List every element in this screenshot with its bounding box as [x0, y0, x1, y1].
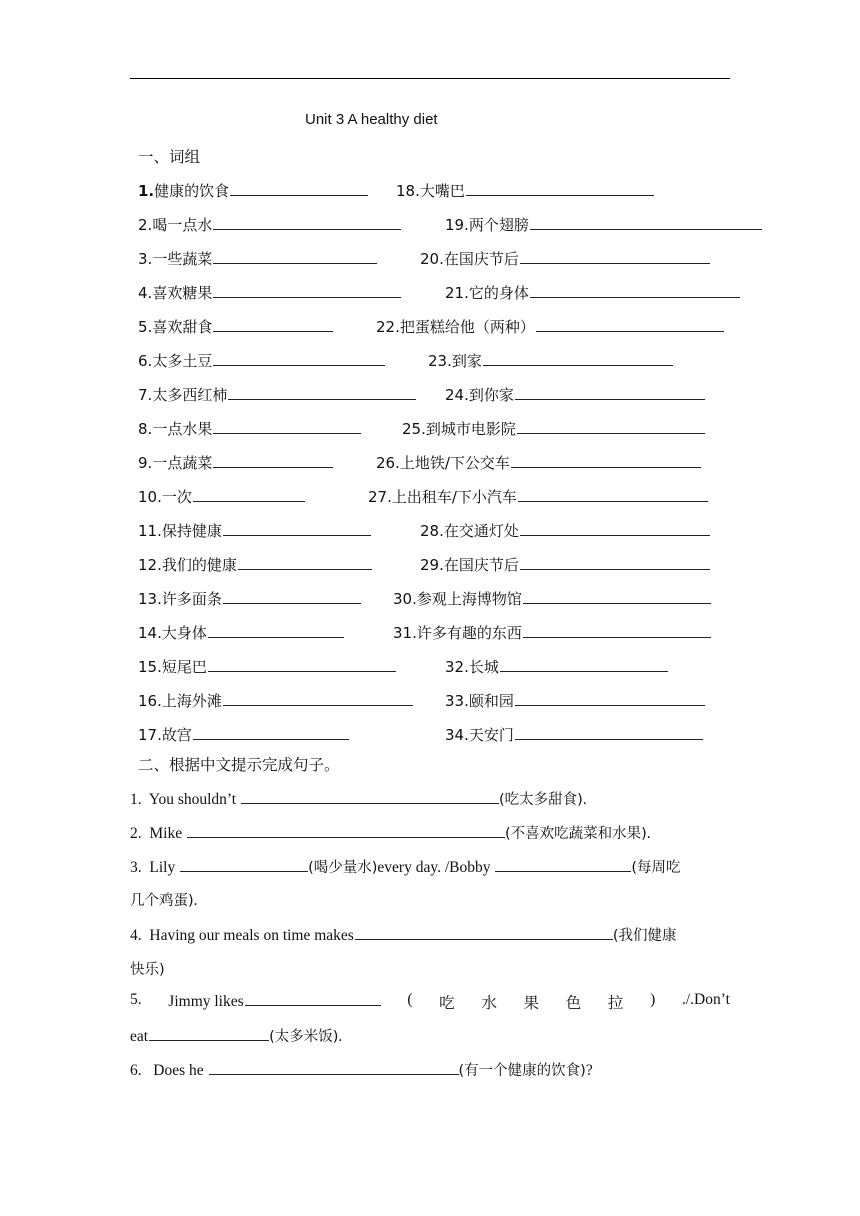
- sentence-end: .: [582, 791, 587, 808]
- phrase-item: [445, 384, 705, 405]
- answer-blank[interactable]: [238, 555, 372, 570]
- phrase-number: 11.: [138, 522, 162, 540]
- answer-blank[interactable]: [208, 657, 396, 672]
- phrase-item: [138, 384, 416, 405]
- sentence-number: 3.: [130, 859, 142, 876]
- phrase-item: [445, 690, 705, 711]
- phrase-text: 颐和园: [468, 692, 514, 710]
- answer-blank[interactable]: [193, 725, 349, 740]
- phrase-number: 1.: [138, 182, 155, 200]
- answer-blank[interactable]: [355, 925, 613, 940]
- sentence-text: Having our meals on time makes: [149, 927, 354, 944]
- phrase-item: [402, 418, 705, 439]
- answer-blank[interactable]: [515, 725, 703, 740]
- phrase-text: 保持健康: [161, 522, 222, 540]
- phrase-number: 19.: [445, 216, 469, 234]
- phrase-number: 10.: [138, 488, 162, 506]
- sentence-3: [130, 856, 681, 877]
- phrase-item: [138, 214, 401, 235]
- answer-blank[interactable]: [230, 181, 368, 196]
- phrase-text: 一点蔬菜: [152, 454, 213, 472]
- phrase-number: 26.: [376, 454, 400, 472]
- answer-blank[interactable]: [245, 991, 381, 1006]
- phrase-number: 25.: [402, 420, 426, 438]
- phrase-number: 20.: [420, 250, 444, 268]
- phrase-item: [138, 452, 333, 473]
- phrase-text: 参观上海博物馆: [416, 590, 522, 608]
- answer-blank[interactable]: [518, 487, 708, 502]
- phrase-item: [445, 282, 740, 303]
- sentence-text: every day. /Bobby: [377, 859, 491, 876]
- chinese-hint: 快乐): [130, 962, 165, 978]
- phrase-item: [138, 350, 385, 371]
- chinese-hint-char: 果: [523, 995, 540, 1012]
- header-rule: [130, 78, 730, 79]
- phrase-text: 上出租车/下小汽车: [391, 488, 517, 506]
- section-2-heading: 二、根据中文提示完成句子。: [138, 756, 340, 774]
- phrase-number: 32.: [445, 658, 469, 676]
- phrase-text: 一些蔬菜: [152, 250, 213, 268]
- phrase-number: 21.: [445, 284, 469, 302]
- sentence-text: Jimmy likes: [168, 993, 244, 1010]
- phrase-item: [376, 316, 724, 337]
- answer-blank[interactable]: [536, 317, 724, 332]
- sentence-end: .: [646, 825, 651, 842]
- answer-blank[interactable]: [515, 691, 705, 706]
- phrase-text: 一次: [161, 488, 192, 506]
- answer-blank[interactable]: [213, 351, 385, 366]
- phrase-text: 故宫: [161, 726, 192, 744]
- phrase-text: 喜欢糖果: [152, 284, 213, 302]
- phrase-text: 上地铁/下公交车: [399, 454, 510, 472]
- sentence-1: [130, 788, 587, 809]
- phrase-item: [138, 554, 372, 575]
- answer-blank[interactable]: [530, 283, 740, 298]
- sentence-number: 6.: [130, 1062, 142, 1079]
- phrase-text: 我们的健康: [161, 556, 237, 574]
- phrase-number: 29.: [420, 556, 444, 574]
- section-1-heading: 一、词组: [138, 148, 201, 166]
- sentence-text: eat: [130, 1028, 149, 1045]
- answer-blank[interactable]: [213, 249, 377, 264]
- answer-blank[interactable]: [523, 589, 711, 604]
- phrase-number: 24.: [445, 386, 469, 404]
- phrase-text: 太多西红柿: [152, 386, 228, 404]
- phrase-item: [368, 486, 708, 507]
- answer-blank[interactable]: [500, 657, 668, 672]
- phrase-item: [138, 690, 413, 711]
- answer-blank[interactable]: [208, 623, 344, 638]
- phrase-text: 喝一点水: [152, 216, 213, 234]
- phrase-number: 34.: [445, 726, 469, 744]
- phrase-number: 15.: [138, 658, 162, 676]
- phrase-number: 13.: [138, 590, 162, 608]
- sentence-5: [130, 991, 730, 1013]
- phrase-item: [138, 588, 361, 609]
- chinese-hint: (不喜欢吃蔬菜和水果): [504, 826, 647, 842]
- page-title: Unit 3 A healthy diet: [305, 111, 438, 128]
- phrase-item: [138, 180, 368, 201]
- sentence-text: Lily: [149, 859, 176, 876]
- answer-blank[interactable]: [495, 857, 631, 872]
- phrase-number: 7.: [138, 386, 153, 404]
- phrase-item: [393, 588, 711, 609]
- phrase-item: [420, 248, 710, 269]
- phrase-text: 两个翅膀: [468, 216, 529, 234]
- phrase-number: 3.: [138, 250, 153, 268]
- phrase-text: 太多土豆: [152, 352, 213, 370]
- phrase-item: [138, 418, 361, 439]
- phrase-number: 6.: [138, 352, 153, 370]
- sentence-end: .: [338, 1028, 343, 1045]
- phrase-item: [138, 316, 333, 337]
- phrase-number: 31.: [393, 624, 417, 642]
- phrase-number: 4.: [138, 284, 153, 302]
- chinese-hint-char: 吃: [439, 995, 455, 1012]
- phrase-text: 把蛋糕给他（两种）: [399, 318, 535, 336]
- sentence-5-cont: [130, 1025, 342, 1046]
- phrase-text: 在交通灯处: [443, 522, 519, 540]
- phrase-number: 2.: [138, 216, 153, 234]
- phrase-item: [445, 724, 703, 745]
- phrase-item: [445, 656, 668, 677]
- sentence-2: [130, 822, 651, 843]
- answer-blank[interactable]: [523, 623, 711, 638]
- sentence-6: [130, 1059, 593, 1080]
- phrase-text: 短尾巴: [161, 658, 207, 676]
- answer-blank[interactable]: [213, 317, 333, 332]
- phrase-text: 许多面条: [161, 590, 222, 608]
- phrase-number: 14.: [138, 624, 162, 642]
- answer-blank[interactable]: [223, 691, 413, 706]
- phrase-number: 28.: [420, 522, 444, 540]
- phrase-number: 8.: [138, 420, 153, 438]
- sentence-number: 5.: [130, 991, 142, 1008]
- phrase-number: 5.: [138, 318, 153, 336]
- phrase-item: [138, 486, 305, 507]
- sentence-text: Does he: [153, 1062, 204, 1079]
- chinese-hint-char: 色: [565, 995, 582, 1012]
- phrase-text: 到你家: [468, 386, 514, 404]
- answer-blank[interactable]: [466, 181, 654, 196]
- answer-blank[interactable]: [228, 385, 416, 400]
- chinese-hint: (吃太多甜食): [498, 792, 583, 808]
- phrase-item: [396, 180, 654, 201]
- phrase-text: 长城: [468, 658, 499, 676]
- sentence-end: ?: [585, 1062, 593, 1079]
- phrase-text: 许多有趣的东西: [416, 624, 522, 642]
- phrase-text: 它的身体: [468, 284, 529, 302]
- phrase-number: 9.: [138, 454, 153, 472]
- phrase-text: 一点水果: [152, 420, 213, 438]
- answer-blank[interactable]: [213, 283, 401, 298]
- phrase-item: [420, 520, 710, 541]
- answer-blank[interactable]: [511, 453, 701, 468]
- answer-blank[interactable]: [483, 351, 673, 366]
- chinese-hint: (每周吃: [631, 860, 681, 876]
- answer-blank[interactable]: [223, 521, 371, 536]
- answer-blank[interactable]: [223, 589, 361, 604]
- phrase-item: [138, 622, 344, 643]
- phrase-item: [138, 248, 377, 269]
- sentence-4-cont: [130, 958, 165, 979]
- sentence-text: Mike: [149, 825, 183, 842]
- sentence-number: 1.: [130, 791, 142, 808]
- answer-blank[interactable]: [193, 487, 305, 502]
- phrase-item: [138, 282, 401, 303]
- answer-blank[interactable]: [520, 249, 710, 264]
- sentence-4: [130, 924, 677, 945]
- phrase-item: [393, 622, 711, 643]
- phrase-number: 18.: [396, 182, 420, 200]
- phrase-item: [428, 350, 673, 371]
- sentence-text: You shouldn’t: [148, 791, 237, 808]
- chinese-hint: (太多米饭): [269, 1029, 339, 1045]
- answer-blank[interactable]: [213, 419, 361, 434]
- phrase-number: 12.: [138, 556, 162, 574]
- phrase-item: [376, 452, 701, 473]
- phrase-number: 17.: [138, 726, 162, 744]
- chinese-hint-char: 水: [481, 995, 497, 1012]
- phrase-text: 到城市电影院: [425, 420, 516, 438]
- answer-blank[interactable]: [241, 789, 499, 804]
- phrase-text: 在国庆节后: [443, 556, 519, 574]
- chinese-hint: (我们健康: [612, 928, 677, 944]
- phrase-number: 30.: [393, 590, 417, 608]
- phrase-number: 27.: [368, 488, 392, 506]
- phrase-text: 喜欢甜食: [152, 318, 213, 336]
- sentence-number: 2.: [130, 825, 142, 842]
- phrase-number: 23.: [428, 352, 452, 370]
- answer-blank[interactable]: [149, 1026, 269, 1041]
- sentence-text: ./.Don’t: [681, 991, 730, 1008]
- chinese-hint: (有一个健康的饮食): [458, 1063, 586, 1079]
- phrase-text: 天安门: [468, 726, 514, 744]
- phrase-item: [420, 554, 710, 575]
- chinese-hint-char: 拉: [607, 995, 624, 1012]
- chinese-hint: 几个鸡蛋): [130, 893, 194, 909]
- phrase-item: [138, 724, 349, 745]
- answer-blank[interactable]: [187, 823, 505, 838]
- phrase-text: 到家: [451, 352, 482, 370]
- answer-blank[interactable]: [213, 215, 401, 230]
- sentence-number: 4.: [130, 927, 142, 944]
- sentence-3-cont: [130, 889, 198, 910]
- phrase-text: 在国庆节后: [443, 250, 519, 268]
- answer-blank[interactable]: [209, 1060, 459, 1075]
- phrase-number: 22.: [376, 318, 400, 336]
- answer-blank[interactable]: [520, 555, 710, 570]
- chinese-hint-char: (: [407, 991, 413, 1008]
- sentence-end: .: [193, 892, 198, 909]
- phrase-item: [138, 656, 396, 677]
- phrase-text: 大身体: [161, 624, 207, 642]
- answer-blank[interactable]: [517, 419, 705, 434]
- phrase-item: [138, 520, 371, 541]
- answer-blank[interactable]: [520, 521, 710, 536]
- phrase-number: 16.: [138, 692, 162, 710]
- answer-blank[interactable]: [530, 215, 762, 230]
- phrase-number: 33.: [445, 692, 469, 710]
- phrase-text: 健康的饮食: [154, 182, 230, 200]
- phrase-item: [445, 214, 762, 235]
- phrase-text: 大嘴巴: [419, 182, 465, 200]
- phrase-text: 上海外滩: [161, 692, 222, 710]
- answer-blank[interactable]: [180, 857, 308, 872]
- chinese-hint-char: ): [650, 991, 656, 1008]
- answer-blank[interactable]: [213, 453, 333, 468]
- chinese-hint: (喝少量水): [308, 860, 378, 876]
- answer-blank[interactable]: [515, 385, 705, 400]
